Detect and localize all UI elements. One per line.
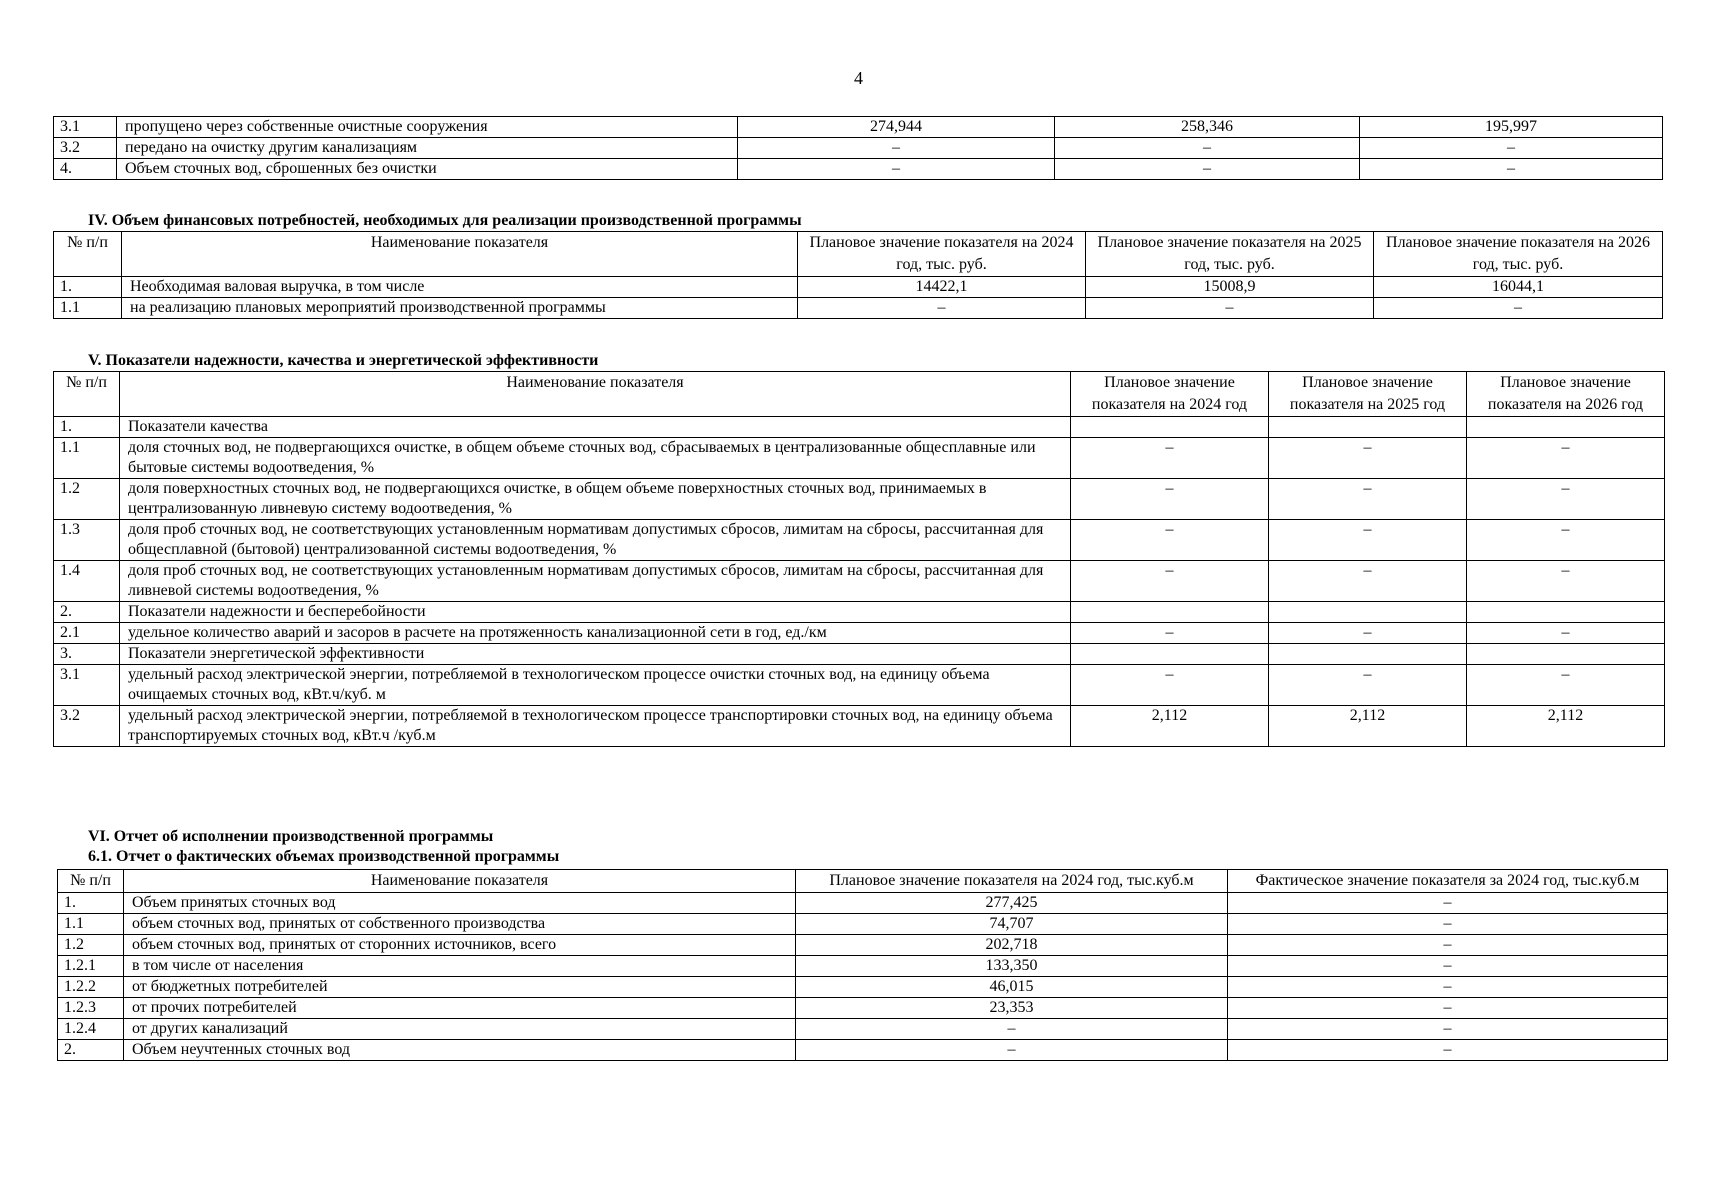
row-number: 1.4 xyxy=(54,561,120,602)
section-vi-subtitle: 6.1. Отчет о фактических объемах производственной программы xyxy=(88,848,560,865)
row-value-3: – xyxy=(1467,520,1665,561)
row-number: 4. xyxy=(54,159,117,180)
row-value-3 xyxy=(1467,417,1665,438)
table-row xyxy=(54,138,1663,159)
row-name: удельное количество аварий и засоров в расчете на протяженность канализационной сети в год, ед./км xyxy=(120,623,1071,644)
row-value-3: 195,997 xyxy=(1360,117,1663,138)
row-name: в том числе от населения xyxy=(124,956,796,977)
row-value-1: – xyxy=(796,1019,1228,1040)
row-name: Объем сточных вод, сброшенных без очистки xyxy=(117,159,738,180)
row-value-2: – xyxy=(1228,998,1668,1019)
table-row xyxy=(54,117,1663,138)
row-name: Объем неучтенных сточных вод xyxy=(124,1040,796,1061)
row-value-3: – xyxy=(1360,138,1663,159)
header-row xyxy=(54,232,1663,277)
row-value-1: – xyxy=(1071,561,1269,602)
row-name: на реализацию плановых мероприятий производственной программы xyxy=(122,298,798,319)
row-number: 1.1 xyxy=(58,914,124,935)
row-value-3: – xyxy=(1467,561,1665,602)
row-name: Показатели качества xyxy=(120,417,1071,438)
row-name: от других канализаций xyxy=(124,1019,796,1040)
table-row xyxy=(54,417,1665,438)
section-vi-title: VI. Отчет об исполнении производственной программы xyxy=(88,828,494,845)
row-value-1: 133,350 xyxy=(796,956,1228,977)
section-iv-table xyxy=(53,231,1663,319)
row-name: Объем принятых сточных вод xyxy=(124,893,796,914)
row-value-1: 74,707 xyxy=(796,914,1228,935)
row-number: 1. xyxy=(54,277,122,298)
row-value-1: 23,353 xyxy=(796,998,1228,1019)
row-value-3: 2,112 xyxy=(1467,706,1665,747)
row-number: 1. xyxy=(54,417,120,438)
table-row xyxy=(58,1019,1668,1040)
row-value-1 xyxy=(1071,417,1269,438)
row-value-3: – xyxy=(1467,623,1665,644)
row-value-1: – xyxy=(1071,479,1269,520)
page-number: 4 xyxy=(854,68,863,88)
table-row xyxy=(54,644,1665,665)
row-value-2: – xyxy=(1269,479,1467,520)
table-row xyxy=(54,623,1665,644)
section-iv-header xyxy=(54,232,1663,277)
row-name: доля проб сточных вод, не соответствующих установленным нормативам допустимых сбросов, лимитам на сбросы, рассчитанная для общесплавной (бытовой) централизованной системы водоотведения, % xyxy=(120,520,1071,561)
row-name: доля сточных вод, не подвергающихся очистке, в общем объеме сточных вод, сбрасываемых в централизованные общесплавные или бытовые системы водоотведения, % xyxy=(120,438,1071,479)
row-value-2: – xyxy=(1055,138,1360,159)
section-v-header xyxy=(54,372,1665,417)
row-value-1: – xyxy=(738,138,1055,159)
row-name: от прочих потребителей xyxy=(124,998,796,1019)
row-name: Необходимая валовая выручка, в том числе xyxy=(122,277,798,298)
header-col-2: Плановое значение показателя на 2025 год, тыс. руб. xyxy=(1086,232,1374,277)
header-name: Наименование показателя xyxy=(122,232,798,277)
table-row xyxy=(54,159,1663,180)
row-value-1: 274,944 xyxy=(738,117,1055,138)
row-value-3: – xyxy=(1467,438,1665,479)
header-name: Наименование показателя xyxy=(124,870,796,893)
row-number: 2. xyxy=(58,1040,124,1061)
table-row xyxy=(58,914,1668,935)
row-value-3: – xyxy=(1467,479,1665,520)
row-name: пропущено через собственные очистные сооружения xyxy=(117,117,738,138)
row-value-3: 16044,1 xyxy=(1374,277,1663,298)
table-row xyxy=(54,602,1665,623)
row-value-3: – xyxy=(1374,298,1663,319)
header-number: № п/п xyxy=(58,870,124,893)
row-value-1: – xyxy=(1071,520,1269,561)
row-number: 3.1 xyxy=(54,665,120,706)
header-name: Наименование показателя xyxy=(120,372,1071,417)
row-name: объем сточных вод, принятых от сторонних источников, всего xyxy=(124,935,796,956)
table-row xyxy=(58,956,1668,977)
row-value-1: 202,718 xyxy=(796,935,1228,956)
section-v-body xyxy=(54,417,1665,747)
row-value-2: 2,112 xyxy=(1269,706,1467,747)
header-col-3: Плановое значение показателя на 2026 год xyxy=(1467,372,1665,417)
row-value-1: 46,015 xyxy=(796,977,1228,998)
row-number: 3.1 xyxy=(54,117,117,138)
row-name: от бюджетных потребителей xyxy=(124,977,796,998)
header-col-1: Плановое значение показателя на 2024 год xyxy=(1071,372,1269,417)
header-number: № п/п xyxy=(54,232,122,277)
table-row xyxy=(58,935,1668,956)
row-value-1: – xyxy=(1071,623,1269,644)
row-name: передано на очистку другим канализациям xyxy=(117,138,738,159)
header-number: № п/п xyxy=(54,372,120,417)
section-v-table xyxy=(53,371,1665,747)
row-number: 1.2 xyxy=(58,935,124,956)
row-value-2 xyxy=(1269,417,1467,438)
header-col-1: Плановое значение показателя на 2024 год, тыс.куб.м xyxy=(796,870,1228,893)
table-row xyxy=(54,520,1665,561)
table-row xyxy=(54,277,1663,298)
row-number: 1.3 xyxy=(54,520,120,561)
row-value-2: – xyxy=(1086,298,1374,319)
row-number: 2. xyxy=(54,602,120,623)
row-name: доля поверхностных сточных вод, не подвергающихся очистке, в общем объеме поверхностных сточных вод, принимаемых в централизованную ливневую систему водоотведения, % xyxy=(120,479,1071,520)
row-number: 3.2 xyxy=(54,138,117,159)
table-row xyxy=(58,893,1668,914)
row-value-1: – xyxy=(1071,438,1269,479)
row-value-2: 15008,9 xyxy=(1086,277,1374,298)
row-number: 1.1 xyxy=(54,438,120,479)
row-value-3 xyxy=(1467,644,1665,665)
table-row xyxy=(58,977,1668,998)
row-name: Показатели энергетической эффективности xyxy=(120,644,1071,665)
header-col-2: Фактическое значение показателя за 2024 год, тыс.куб.м xyxy=(1228,870,1668,893)
row-value-2: – xyxy=(1228,977,1668,998)
row-value-3 xyxy=(1467,602,1665,623)
row-value-1: – xyxy=(796,1040,1228,1061)
row-value-2: – xyxy=(1228,914,1668,935)
row-number: 1.2.1 xyxy=(58,956,124,977)
row-value-2: – xyxy=(1228,1040,1668,1061)
header-row xyxy=(54,372,1665,417)
row-value-2: – xyxy=(1269,438,1467,479)
row-value-1 xyxy=(1071,602,1269,623)
table-top xyxy=(53,116,1663,180)
row-value-2: – xyxy=(1228,1019,1668,1040)
row-name: удельный расход электрической энергии, потребляемой в технологическом процессе транспортировки сточных вод, на единицу объема транспортируемых сточных вод, кВт.ч /куб.м xyxy=(120,706,1071,747)
row-value-2: – xyxy=(1228,956,1668,977)
row-value-2: – xyxy=(1228,893,1668,914)
row-number: 1.2.3 xyxy=(58,998,124,1019)
row-name: объем сточных вод, принятых от собственного производства xyxy=(124,914,796,935)
row-value-1: – xyxy=(1071,665,1269,706)
row-number: 3.2 xyxy=(54,706,120,747)
row-number: 1.1 xyxy=(54,298,122,319)
row-number: 1.2 xyxy=(54,479,120,520)
section-iv-body xyxy=(54,277,1663,319)
row-value-2: – xyxy=(1055,159,1360,180)
row-number: 1. xyxy=(58,893,124,914)
table-row xyxy=(54,298,1663,319)
header-col-3: Плановое значение показателя на 2026 год, тыс. руб. xyxy=(1374,232,1663,277)
row-value-3: – xyxy=(1360,159,1663,180)
row-value-1: 14422,1 xyxy=(798,277,1086,298)
row-value-2: – xyxy=(1228,935,1668,956)
row-number: 1.2.4 xyxy=(58,1019,124,1040)
section-vi-table xyxy=(57,869,1668,1061)
row-value-2 xyxy=(1269,602,1467,623)
table-row xyxy=(54,665,1665,706)
row-number: 3. xyxy=(54,644,120,665)
row-number: 1.2.2 xyxy=(58,977,124,998)
row-number: 2.1 xyxy=(54,623,120,644)
table-row xyxy=(54,706,1665,747)
table-row xyxy=(54,479,1665,520)
row-value-1: 2,112 xyxy=(1071,706,1269,747)
row-value-2: – xyxy=(1269,623,1467,644)
header-col-2: Плановое значение показателя на 2025 год xyxy=(1269,372,1467,417)
row-value-1: 277,425 xyxy=(796,893,1228,914)
table-row xyxy=(54,438,1665,479)
table-row xyxy=(58,1040,1668,1061)
row-value-1 xyxy=(1071,644,1269,665)
header-col-1: Плановое значение показателя на 2024 год, тыс. руб. xyxy=(798,232,1086,277)
header-row xyxy=(58,870,1668,893)
table-row xyxy=(54,561,1665,602)
table-top-body xyxy=(54,117,1663,180)
row-value-2: 258,346 xyxy=(1055,117,1360,138)
section-v-title: V. Показатели надежности, качества и энергетической эффективности xyxy=(88,352,599,369)
table-row xyxy=(58,998,1668,1019)
row-value-1: – xyxy=(798,298,1086,319)
row-value-2: – xyxy=(1269,665,1467,706)
row-name: доля проб сточных вод, не соответствующих установленным нормативам допустимых сбросов, лимитам на сбросы, рассчитанная для ливневой системы водоотведения, % xyxy=(120,561,1071,602)
row-value-2 xyxy=(1269,644,1467,665)
row-value-2: – xyxy=(1269,520,1467,561)
row-value-1: – xyxy=(738,159,1055,180)
section-iv-title: IV. Объем финансовых потребностей, необходимых для реализации производственной программы xyxy=(88,212,802,229)
row-value-2: – xyxy=(1269,561,1467,602)
row-value-3: – xyxy=(1467,665,1665,706)
section-vi-body xyxy=(58,893,1668,1061)
row-name: удельный расход электрической энергии, потребляемой в технологическом процессе очистки сточных вод, на единицу объема очищаемых сточных вод, кВт.ч/куб. м xyxy=(120,665,1071,706)
section-vi-header xyxy=(58,870,1668,893)
row-name: Показатели надежности и бесперебойности xyxy=(120,602,1071,623)
